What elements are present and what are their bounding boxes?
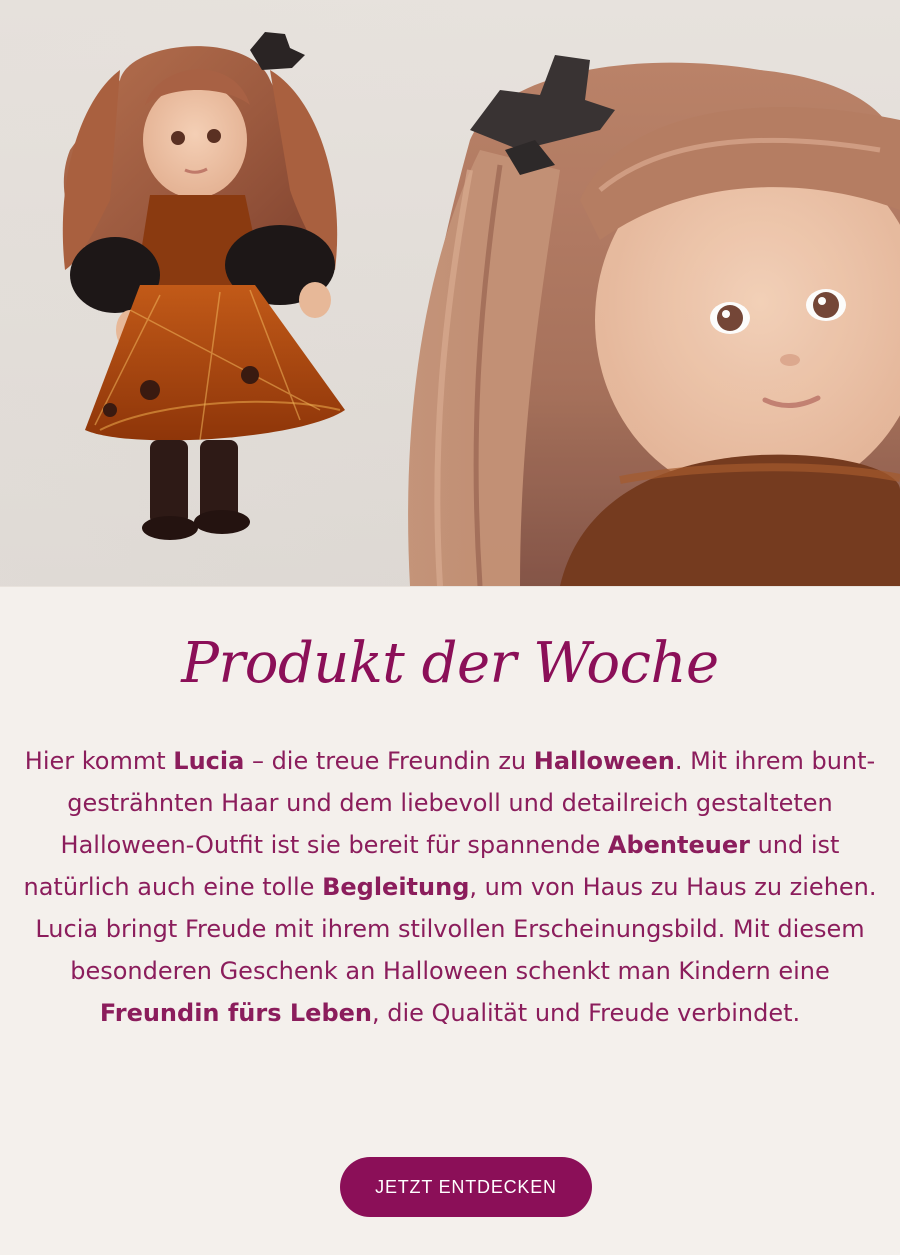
text-segment: , die Qualität und Freude verbindet. <box>371 999 801 1027</box>
product-description <box>18 740 882 1034</box>
text-segment: , um von Haus zu Haus zu ziehen. Lucia bringt Freude mit ihrem stilvollen Erscheinungsbild. Mit diesem besonderen Geschenk an Halloween schenkt man Kindern eine <box>35 873 877 985</box>
section-divider <box>0 586 900 587</box>
text-segment: . Mit ihrem bunt-gesträhnten Haar und dem liebevoll und detailreich gestalteten Halloween-Outfit ist sie bereit für spannende <box>60 747 876 859</box>
hero-image[interactable] <box>0 0 900 586</box>
highlight-begleitung: Begleitung <box>322 873 470 901</box>
highlight-lucia: Lucia <box>173 747 245 775</box>
doll-illustration <box>0 0 900 586</box>
highlight-abenteuer: Abenteuer <box>607 831 750 859</box>
doll-closeup-image <box>408 55 900 586</box>
text-segment: und ist natürlich auch eine tolle <box>23 831 840 901</box>
text-segment: – die treue Freundin zu <box>244 747 534 775</box>
highlight-halloween: Halloween <box>533 747 675 775</box>
highlight-freundin: Freundin fürs Leben <box>99 999 372 1027</box>
text-segment: Hier kommt <box>24 747 174 775</box>
section-title: Produkt der Woche <box>181 631 719 696</box>
discover-now-button[interactable]: JETZT ENTDECKEN <box>340 1157 592 1217</box>
